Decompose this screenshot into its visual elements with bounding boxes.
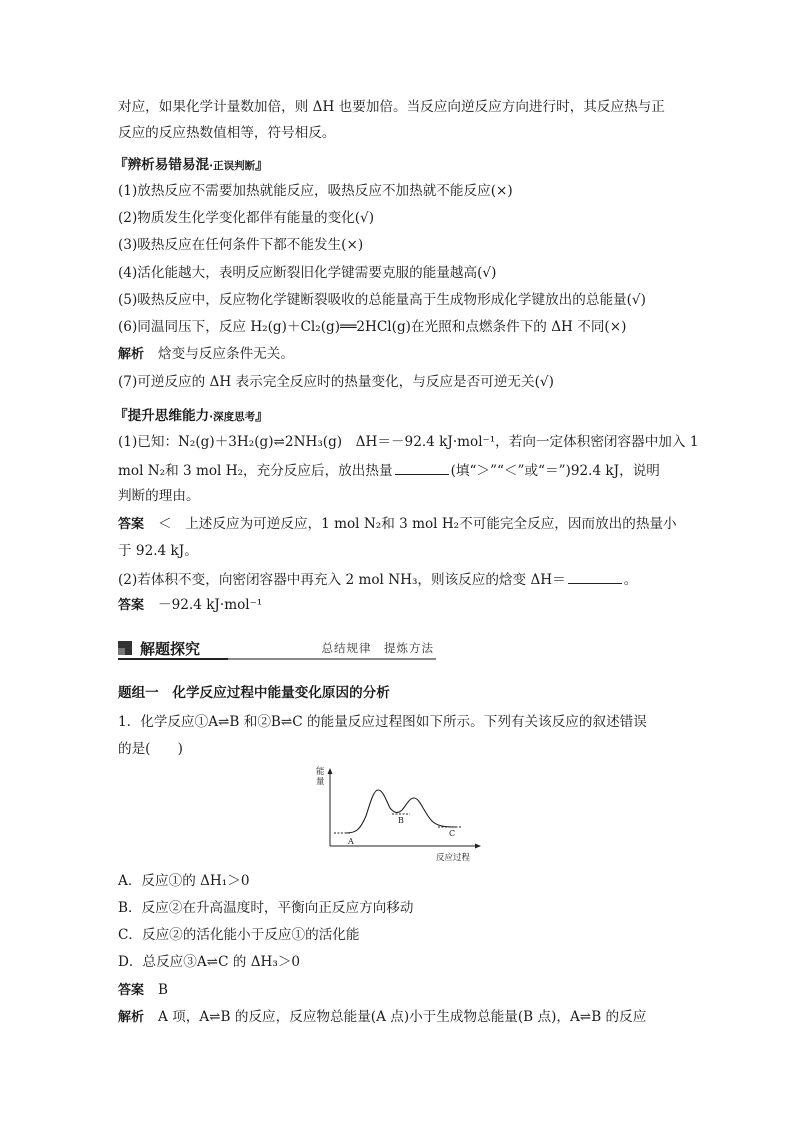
- question-1-text-b: (填“＞”“＜”或“＝”)92.4 kJ，说明: [450, 463, 660, 479]
- x-axis-arrow-icon: [475, 844, 481, 849]
- judgment-3: (3)吸热反应在任何条件下都不能发生(×): [118, 237, 364, 253]
- option-b: B．反应②在升高温度时，平衡向正反应方向移动: [118, 900, 414, 916]
- banner-title: 解题探究: [140, 640, 201, 658]
- question-1-line-1: (1)已知：N₂(g)＋3H₂(g)⇌2NH₃(g) ΔH＝－92.4 kJ·mol⁻¹，若向一定体积密闭容器中加入 1: [118, 434, 699, 450]
- bracket-left: 『: [114, 408, 128, 424]
- energy-curve: [346, 790, 456, 833]
- analysis-text: 焓变与反应条件无关。: [158, 346, 294, 362]
- y-axis-label-char-2: 量: [316, 777, 325, 787]
- answer-label: 答案: [118, 983, 145, 998]
- answer-label: 答案: [118, 517, 145, 532]
- question-2-text-a: (2)若体积不变，向密闭容器中再充入 2 mol NH₃，则该反应的焓变 ΔH＝: [118, 572, 566, 588]
- analysis-label: 解析: [118, 347, 145, 362]
- answer-2: [118, 596, 262, 615]
- question-1-text-a: mol N₂和 3 mol H₂，充分反应后，放出热量: [118, 463, 393, 479]
- option-c: C．反应②的活化能小于反应①的活化能: [118, 927, 360, 943]
- energy-profile-chart: [316, 766, 486, 864]
- section-title: 辨析易错易混: [127, 157, 210, 173]
- analysis-line: [118, 345, 294, 364]
- answer-line: [118, 981, 168, 1000]
- bracket-right: 』: [255, 408, 269, 424]
- bracket-right: 』: [255, 157, 269, 173]
- option-d: D．总反应③A⇌C 的 ΔH₃＞0: [118, 954, 301, 970]
- point-label-a: A: [348, 837, 354, 846]
- option-a: A．反应①的 ΔH₁＞0: [118, 873, 250, 889]
- y-axis-arrow-icon: [328, 768, 333, 774]
- judgment-2: (2)物质发生化学变化都伴有能量的变化(√): [118, 210, 375, 226]
- answer-blank: [568, 569, 622, 584]
- analysis-2-text: A 项，A⇌B 的反应，反应物总能量(A 点)小于生成物总能量(B 点)，A⇌B 的反应: [158, 1009, 647, 1025]
- judgment-7: (7)可逆反应的 ΔH 表示完全反应时的热量变化，与反应是否可逆无关(√): [118, 374, 554, 390]
- answer-1-line-2: 于 92.4 kJ。: [118, 543, 198, 559]
- question-2-text-b: 。: [623, 572, 638, 588]
- question-2: [118, 569, 637, 589]
- question-1-line-3: 判断的理由。: [118, 488, 200, 504]
- x-axis-label: 反应过程: [436, 853, 471, 863]
- problem-1-line-2: 的是( ): [118, 741, 183, 757]
- section-heading-thinking: [114, 404, 269, 424]
- y-axis-label-char-1: 能: [316, 767, 325, 777]
- section-subtitle: ·深度思考: [209, 411, 256, 423]
- judgment-1: (1)放热反应不需要加热就能反应，吸热反应不加热就不能反应(×): [118, 183, 513, 199]
- judgment-5: (5)吸热反应中，反应物化学键断裂吸收的总能量高于生成物形成化学键放出的总能量(√): [118, 292, 646, 308]
- answer-1-line-1: [118, 515, 677, 534]
- section-subtitle: ·正误判断: [209, 160, 256, 172]
- answer-1-text: ＜ 上述反应为可逆反应，1 mol N₂和 3 mol H₂不可能完全反应，因而放出的热量小: [158, 516, 677, 532]
- answer-2-text: －92.4 kJ·mol⁻¹: [158, 597, 263, 613]
- point-label-b: B: [398, 816, 404, 825]
- answer-blank: [395, 460, 449, 475]
- banner-square-icon: [118, 641, 132, 655]
- judgment-6: (6)同温同压下，反应 H₂(g)＋Cl₂(g)══2HCl(g)在光照和点燃条件下的 ΔH 不同(×): [118, 319, 627, 335]
- intro-line-1: 对应，如果化学计量数加倍，则 ΔH 也要加倍。当反应向逆反应方向进行时，其反应热与正: [118, 99, 665, 115]
- intro-line-2: 反应的反应热数值相等，符号相反。: [118, 125, 336, 141]
- analysis-2-line: [118, 1008, 646, 1027]
- section-title: 提升思维能力: [127, 408, 210, 424]
- section-banner: [118, 636, 436, 660]
- group-label: 题组一: [118, 685, 159, 701]
- answer-value: B: [158, 982, 169, 998]
- banner-subtitle: 总结规律 提炼方法: [321, 641, 434, 655]
- banner-rule-accent: [118, 658, 228, 660]
- answer-label: 答案: [118, 598, 145, 613]
- problem-1-line-1: 1．化学反应①A⇌B 和②B⇌C 的能量反应过程图如下所示。下列有关该反应的叙述错误: [118, 714, 647, 730]
- bracket-left: 『: [114, 157, 128, 173]
- judgment-4: (4)活化能越大，表明反应断裂旧化学键需要克服的能量越高(√): [118, 265, 497, 281]
- group-heading: [118, 684, 390, 702]
- question-1-line-2: [118, 460, 660, 480]
- group-text: 化学反应过程中能量变化原因的分析: [172, 685, 390, 701]
- analysis-label: 解析: [118, 1010, 145, 1025]
- section-heading-misconceptions: [114, 153, 269, 173]
- point-label-c: C: [449, 829, 456, 838]
